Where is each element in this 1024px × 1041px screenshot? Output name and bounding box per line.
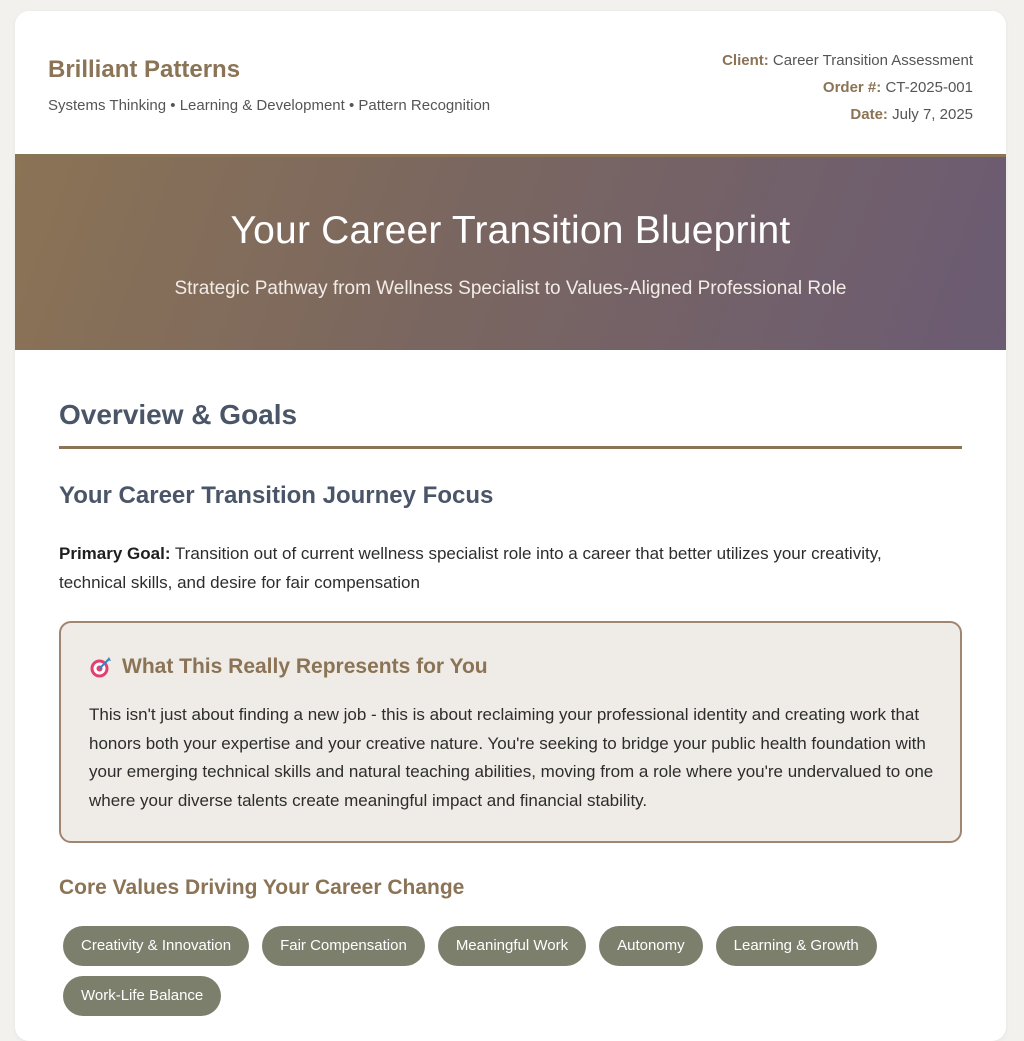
callout-heading	[89, 655, 488, 679]
focus-title: Your Career Transition Journey Focus	[59, 482, 494, 509]
date-row	[722, 101, 973, 128]
value-chip: Learning & Growth	[716, 926, 877, 966]
client-row	[722, 47, 973, 74]
callout-body: This isn't just about finding a new job - this is about reclaiming your professional identity and creating work that honors both your expertise and your creative nature. You're seeking to bridge your public health foundation with your emerging technical skills and natural teaching abilities, moving from a role where you're undervalued to one where your diverse talents create meaningful impact and financial stability.	[89, 705, 934, 810]
hero-title: Your Career Transition Blueprint	[230, 209, 791, 252]
value-chip: Autonomy	[599, 926, 703, 966]
order-label: Order #:	[822, 79, 882, 96]
section-divider	[59, 446, 962, 449]
date-value: July 7, 2025	[892, 106, 973, 123]
hero-subtitle: Strategic Pathway from Wellness Specialist to Values-Aligned Professional Role	[174, 278, 847, 299]
goal-text: Transition out of current wellness specialist role into a career that better utilizes your creativity, technical skills, and desire for fair compensation	[59, 544, 882, 592]
value-chip: Fair Compensation	[262, 926, 425, 966]
client-label: Client:	[722, 52, 769, 69]
values-title: Core Values Driving Your Career Change	[59, 876, 465, 899]
brand-name: Brilliant Patterns	[48, 56, 241, 83]
brand-tagline: Systems Thinking • Learning & Development • Pattern Recognition	[48, 97, 491, 114]
document-header	[15, 11, 1006, 157]
value-chip: Creativity & Innovation	[63, 926, 249, 966]
value-chip: Work-Life Balance	[63, 976, 221, 1016]
callout-title: What This Really Represents for You	[122, 655, 488, 678]
date-label: Date:	[850, 106, 888, 123]
primary-goal	[59, 539, 926, 597]
insight-callout	[59, 621, 962, 843]
values-chip-list	[63, 926, 946, 1016]
value-chip: Meaningful Work	[438, 926, 586, 966]
document-page	[15, 11, 1006, 1041]
hero-banner	[15, 157, 1006, 350]
target-icon	[89, 656, 112, 679]
order-row	[722, 74, 973, 101]
client-value: Career Transition Assessment	[772, 52, 973, 69]
order-meta	[722, 47, 973, 128]
order-value: CT-2025-001	[885, 79, 973, 96]
goal-label: Primary Goal:	[59, 544, 171, 563]
section-title: Overview & Goals	[59, 399, 298, 430]
